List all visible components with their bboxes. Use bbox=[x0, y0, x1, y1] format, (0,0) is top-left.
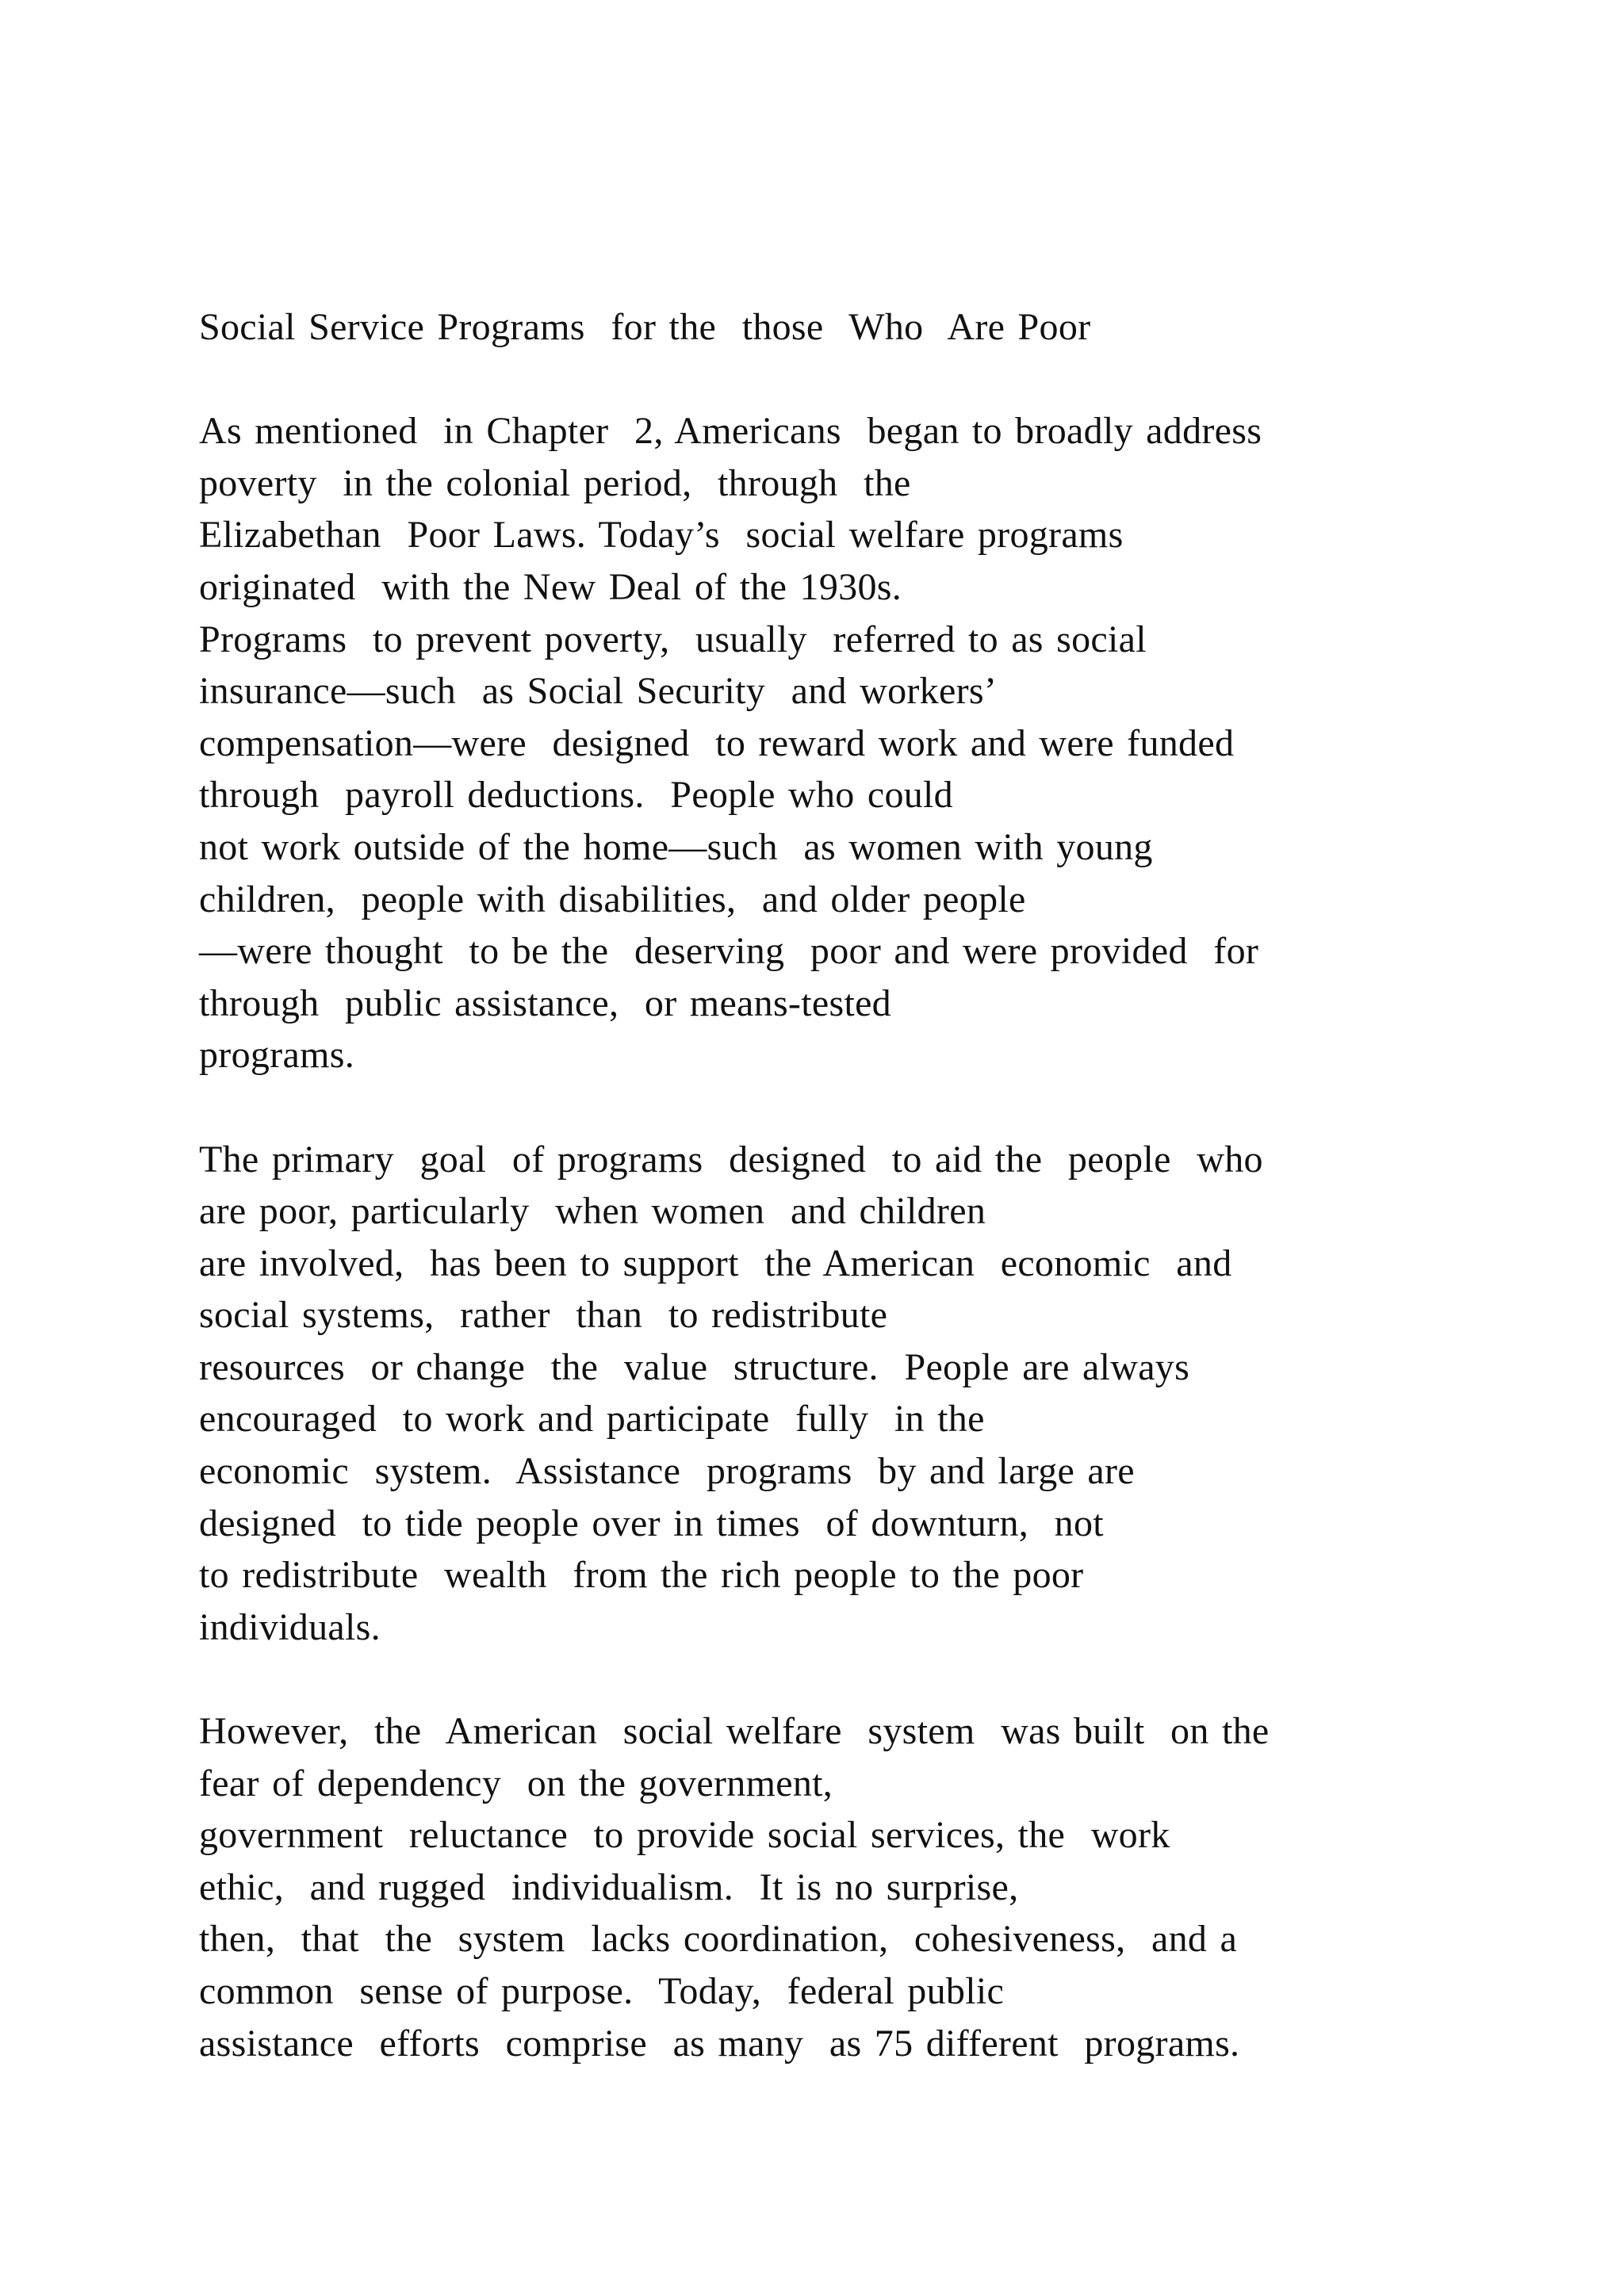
text-line: originated with the New Deal of the 1930s. bbox=[199, 565, 902, 608]
document-body bbox=[199, 301, 1531, 2069]
paragraph-1 bbox=[199, 405, 1531, 1081]
text-line: encouraged to work and participate fully in the bbox=[199, 1398, 985, 1441]
text-line: through public assistance, or means-tested bbox=[199, 982, 891, 1024]
text-line: compensation—were designed to reward work and were funded bbox=[199, 721, 1235, 764]
text-line: common sense of purpose. Today, federal public bbox=[199, 1970, 1005, 2012]
paragraph-3 bbox=[199, 1705, 1531, 2069]
text-line: are involved, has been to support the American economic and bbox=[199, 1242, 1232, 1284]
text-line: Elizabethan Poor Laws. Today’s social welfare programs bbox=[199, 514, 1124, 557]
text-line: through payroll deductions. People who could bbox=[199, 774, 953, 817]
text-line: designed to tide people over in times of downturn, not bbox=[199, 1502, 1104, 1544]
text-line: resources or change the value structure. People are always bbox=[199, 1345, 1190, 1388]
text-line: As mentioned in Chapter 2, Americans began to broadly address bbox=[199, 410, 1262, 453]
text-line: social systems, rather than to redistribute bbox=[199, 1294, 888, 1337]
text-line: government reluctance to provide social services, the work bbox=[199, 1814, 1170, 1857]
text-line: economic system. Assistance programs by and large are bbox=[199, 1450, 1135, 1493]
text-line: not work outside of the home—such as women with young bbox=[199, 825, 1153, 868]
text-line: then, that the system lacks coordination, cohesiveness, and a bbox=[199, 1918, 1238, 1961]
document-title: Social Service Programs for the those Who Are Poor bbox=[199, 306, 1091, 348]
text-line: fear of dependency on the government, bbox=[199, 1762, 833, 1804]
text-line: to redistribute wealth from the rich people to the poor bbox=[199, 1554, 1084, 1597]
text-line: Programs to prevent poverty, usually referred to as social bbox=[199, 618, 1147, 660]
text-line: However, the American social welfare system was built on the bbox=[199, 1710, 1270, 1753]
text-line: children, people with disabilities, and older people bbox=[199, 878, 1026, 920]
paragraph-gap bbox=[199, 1081, 1531, 1134]
text-line: assistance efforts comprise as many as 75 different programs. bbox=[199, 2022, 1240, 2064]
paragraph-gap bbox=[199, 354, 1531, 406]
paragraph-gap bbox=[199, 1653, 1531, 1705]
text-line: ethic, and rugged individualism. It is no surprise, bbox=[199, 1866, 1019, 1908]
text-line: are poor, particularly when women and children bbox=[199, 1190, 986, 1233]
text-line: The primary goal of programs designed to aid the people who bbox=[199, 1138, 1263, 1181]
text-line: poverty in the colonial period, through the bbox=[199, 461, 911, 504]
text-line: individuals. bbox=[199, 1605, 381, 1648]
paragraph-2 bbox=[199, 1134, 1531, 1654]
text-line: —were thought to be the deserving poor and were provided for bbox=[199, 930, 1259, 973]
text-line: insurance—such as Social Security and workers’ bbox=[199, 670, 998, 713]
text-line: programs. bbox=[199, 1034, 354, 1077]
